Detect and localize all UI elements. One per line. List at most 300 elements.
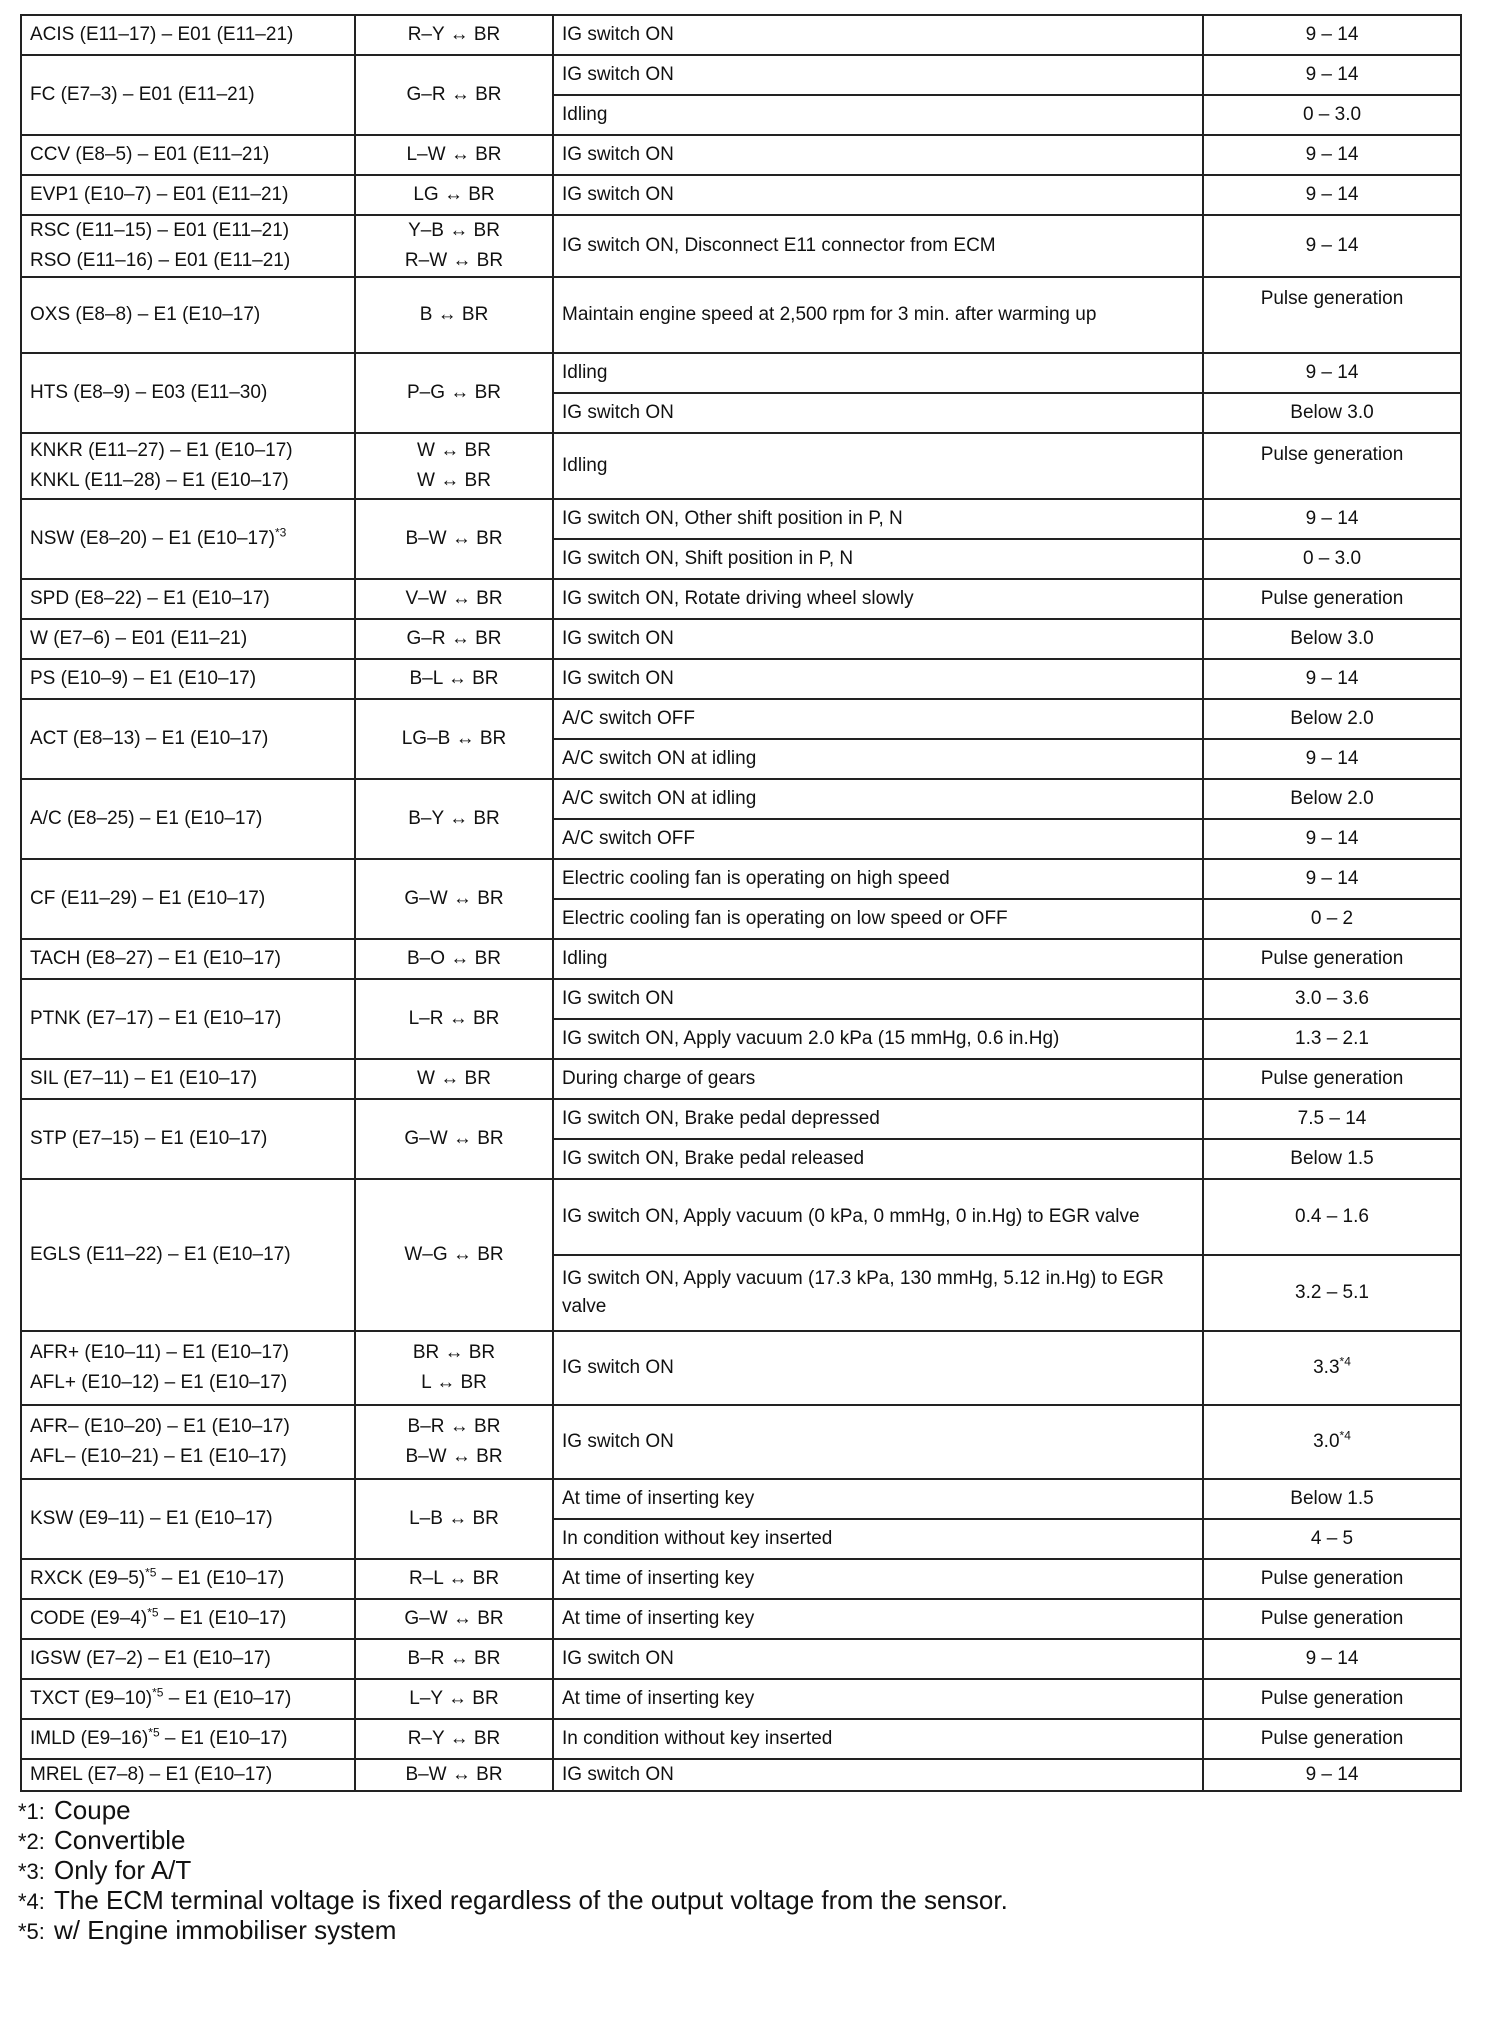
condition-text: At time of inserting key (562, 1488, 755, 1509)
terminal-voltage-sheet (20, 14, 1460, 1792)
condition-text: IG switch ON (562, 668, 674, 689)
specified-value: Below 1.5 (1290, 1488, 1374, 1509)
terminal-cell (21, 1405, 355, 1479)
specified-value: Pulse generation (1260, 1068, 1404, 1089)
specified-value: 0.4 – 1.6 (1295, 1206, 1369, 1227)
condition-text: A/C switch OFF (562, 828, 696, 849)
specified-condition-cell (1203, 579, 1461, 619)
condition-cell (553, 1559, 1203, 1599)
condition-text: IG switch ON (562, 1648, 674, 1669)
condition-text: IG switch ON, Other shift position in P, N (562, 508, 903, 529)
specified-condition-cell (1203, 1559, 1461, 1599)
wiring-color-cell (355, 15, 553, 55)
terminal-label: PTNK (E7–17) – E1 (E10–17) (30, 1008, 282, 1029)
condition-text: Idling (562, 455, 608, 476)
terminal-cell (21, 1599, 355, 1639)
specified-value: Pulse generation (1260, 588, 1404, 609)
specified-condition-cell (1203, 979, 1461, 1019)
table-row (21, 277, 1461, 353)
condition-cell (553, 659, 1203, 699)
condition-text: IG switch ON, Rotate driving wheel slowly (562, 588, 914, 609)
footnote (18, 1886, 1008, 1916)
condition-text: In condition without key inserted (562, 1528, 833, 1549)
specified-value: 9 – 14 (1305, 748, 1359, 769)
wiring-color-label: LG ↔ BR (413, 184, 495, 205)
terminal-label: ACT (E8–13) – E1 (E10–17) (30, 728, 269, 749)
specified-condition-cell (1203, 1479, 1461, 1519)
table-row (21, 659, 1461, 699)
wiring-color-label: G–W ↔ BR (404, 1128, 504, 1149)
terminal-cell (21, 433, 355, 499)
specified-condition-cell (1203, 1679, 1461, 1719)
terminal-cell (21, 15, 355, 55)
wiring-color-label: B–W ↔ BR (405, 528, 503, 549)
footnote-mark: *4 (1339, 1428, 1351, 1443)
condition-text: IG switch ON (562, 402, 674, 423)
footnote (18, 1796, 1008, 1826)
table-row (21, 939, 1461, 979)
table-row (21, 1099, 1461, 1139)
wiring-color-cell (355, 353, 553, 433)
footnote-mark: *3 (275, 525, 287, 540)
condition-cell (553, 939, 1203, 979)
specified-value: 0 – 2 (1310, 908, 1354, 929)
table-row (21, 779, 1461, 819)
wiring-color-label: B–R ↔ BR (407, 1648, 501, 1669)
specified-value: 9 – 14 (1305, 64, 1359, 85)
specified-condition-cell (1203, 819, 1461, 859)
footnote-text: The ECM terminal voltage is fixed regardless of the output voltage from the sensor. (54, 1885, 1008, 1915)
table-row (21, 55, 1461, 95)
specified-value: Below 3.0 (1290, 402, 1374, 423)
wiring-color-cell (355, 979, 553, 1059)
terminal-label: W (E7–6) – E01 (E11–21) (30, 628, 248, 649)
terminal-label: MREL (E7–8) – E1 (E10–17) (30, 1764, 273, 1785)
condition-text: IG switch ON (562, 1764, 674, 1785)
terminal-ground: – E1 (E10–17) (159, 1728, 288, 1749)
specified-condition-cell (1203, 15, 1461, 55)
specified-value: Pulse generation (1260, 1728, 1404, 1749)
terminal-cell (21, 1759, 355, 1791)
wiring-color-label: R–L ↔ BR (408, 1568, 500, 1589)
wiring-color-cell (355, 1099, 553, 1179)
specified-condition-cell (1203, 1019, 1461, 1059)
specified-condition-cell (1203, 619, 1461, 659)
specified-condition-cell (1203, 1519, 1461, 1559)
condition-cell (553, 1639, 1203, 1679)
condition-text: In condition without key inserted (562, 1728, 833, 1749)
condition-text: During charge of gears (562, 1068, 756, 1089)
condition-text: IG switch ON (562, 1357, 674, 1378)
condition-text: Electric cooling fan is operating on high speed (562, 868, 950, 889)
specified-condition-cell (1203, 1099, 1461, 1139)
condition-cell (553, 979, 1203, 1019)
terminal-label: KSW (E9–11) – E1 (E10–17) (30, 1508, 273, 1529)
specified-condition-cell (1203, 215, 1461, 277)
table-row (21, 579, 1461, 619)
terminal-label: AFR+ (E10–11) – E1 (E10–17) (30, 1342, 289, 1363)
condition-text: A/C switch ON at idling (562, 748, 757, 769)
condition-text: Idling (562, 104, 608, 125)
specified-value: 9 – 14 (1305, 1648, 1359, 1669)
specified-value: 9 – 14 (1305, 668, 1359, 689)
terminal-label: AFL– (E10–21) – E1 (E10–17) (30, 1446, 287, 1467)
specified-value: 9 – 14 (1305, 362, 1359, 383)
footnote-marker: *1: (18, 1799, 45, 1824)
condition-text: IG switch ON, Apply vacuum (17.3 kPa, 130 mmHg, 5.12 in.Hg) to EGR valve (562, 1268, 1164, 1317)
specified-condition-cell (1203, 1059, 1461, 1099)
table-row (21, 1331, 1461, 1405)
footnote-text: w/ Engine immobiliser system (54, 1915, 397, 1945)
terminal-name: CODE (E9–4) (30, 1608, 148, 1629)
specified-condition-cell (1203, 1639, 1461, 1679)
terminal-cell (21, 1179, 355, 1331)
terminal-label: RSO (E11–16) – E01 (E11–21) (30, 250, 291, 271)
wiring-color-label: Y–B ↔ BR (408, 220, 500, 241)
table-row (21, 1479, 1461, 1519)
condition-text: IG switch ON, Apply vacuum 2.0 kPa (15 mmHg, 0.6 in.Hg) (562, 1028, 1060, 1049)
condition-cell (553, 1405, 1203, 1479)
table-body (21, 15, 1461, 1791)
specified-value: Pulse generation (1260, 1568, 1404, 1589)
wiring-color-cell (355, 1059, 553, 1099)
specified-condition-cell (1203, 899, 1461, 939)
specified-value: 9 – 14 (1305, 868, 1359, 889)
terminal-cell (21, 1719, 355, 1759)
terminal-cell (21, 579, 355, 619)
wiring-color-cell (355, 499, 553, 579)
terminal-label (30, 1564, 348, 1594)
wiring-color-cell (355, 779, 553, 859)
condition-text: IG switch ON (562, 988, 674, 1009)
specified-condition-cell (1203, 699, 1461, 739)
condition-cell (553, 1479, 1203, 1519)
condition-cell (553, 739, 1203, 779)
condition-cell (553, 1179, 1203, 1255)
condition-text: At time of inserting key (562, 1608, 755, 1629)
specified-condition-cell (1203, 1599, 1461, 1639)
footnote (18, 1916, 1008, 1946)
condition-text: IG switch ON, Apply vacuum (0 kPa, 0 mmHg, 0 in.Hg) to EGR valve (562, 1206, 1140, 1227)
wiring-color-label: R–W ↔ BR (404, 250, 504, 271)
wiring-color-label: B–Y ↔ BR (408, 808, 500, 829)
wiring-color-label: R–Y ↔ BR (407, 24, 501, 45)
wiring-color-label: LG–B ↔ BR (401, 728, 507, 749)
condition-cell (553, 15, 1203, 55)
terminal-label: SPD (E8–22) – E1 (E10–17) (30, 588, 270, 609)
specified-value: 7.5 – 14 (1297, 1108, 1367, 1129)
wiring-color-cell (355, 1719, 553, 1759)
condition-cell (553, 1599, 1203, 1639)
table-row (21, 135, 1461, 175)
terminal-label: KNKR (E11–27) – E1 (E10–17) (30, 440, 293, 461)
wiring-color-label: L–R ↔ BR (408, 1008, 500, 1029)
specified-value: Below 3.0 (1290, 628, 1374, 649)
condition-cell (553, 1679, 1203, 1719)
condition-cell (553, 1759, 1203, 1791)
terminal-cell (21, 135, 355, 175)
wiring-color-cell (355, 1559, 553, 1599)
condition-text: Idling (562, 948, 608, 969)
table-row (21, 15, 1461, 55)
wiring-color-label: P–G ↔ BR (407, 382, 501, 403)
terminal-label: AFR– (E10–20) – E1 (E10–17) (30, 1416, 290, 1437)
specified-value: 9 – 14 (1305, 24, 1359, 45)
table-row (21, 1405, 1461, 1479)
table-row (21, 859, 1461, 899)
terminal-cell (21, 1331, 355, 1405)
condition-cell (553, 699, 1203, 739)
condition-cell (553, 1139, 1203, 1179)
specified-value: Pulse generation (1260, 444, 1404, 465)
wiring-color-cell (355, 619, 553, 659)
terminal-label: NSW (E8–20) – E1 $(E10-17)^{*3}$ (30, 525, 287, 549)
wiring-color-label: L–Y ↔ BR (409, 1688, 499, 1709)
condition-cell (553, 539, 1203, 579)
specified-condition-cell (1203, 175, 1461, 215)
terminal-name: RXCK (E9–5) (30, 1568, 146, 1589)
terminal-cell (21, 1479, 355, 1559)
condition-text: Electric cooling fan is operating on low speed or OFF (562, 908, 1008, 929)
wiring-color-cell (355, 1639, 553, 1679)
condition-text: At time of inserting key (562, 1688, 755, 1709)
specified-value: 1.3 – 2.1 (1295, 1028, 1369, 1049)
terminal-label: RSC (E11–15) – E01 (E11–21) (30, 220, 290, 241)
specified-condition-cell (1203, 939, 1461, 979)
specified-condition-cell (1203, 1179, 1461, 1255)
condition-text: IG switch ON, Brake pedal depressed (562, 1108, 880, 1129)
condition-cell (553, 619, 1203, 659)
terminal-cell (21, 1679, 355, 1719)
table-row (21, 1759, 1461, 1791)
condition-cell (553, 1019, 1203, 1059)
footnote-text: Coupe (54, 1795, 131, 1825)
terminal-cell (21, 699, 355, 779)
table-row (21, 1639, 1461, 1679)
wiring-color-label: B–R ↔ BR (407, 1416, 501, 1437)
condition-cell (553, 175, 1203, 215)
table-row (21, 215, 1461, 277)
specified-condition-cell (1203, 659, 1461, 699)
condition-text: IG switch ON, Brake pedal released (562, 1148, 865, 1169)
condition-cell (553, 215, 1203, 277)
table-row (21, 1599, 1461, 1639)
wiring-color-label: W ↔ BR (417, 470, 491, 491)
footnote-marker: *3: (18, 1859, 45, 1884)
terminal-cell (21, 499, 355, 579)
terminal-label: IGSW (E7–2) – E1 (E10–17) (30, 1648, 271, 1669)
condition-cell (553, 779, 1203, 819)
table-row (21, 1179, 1461, 1255)
terminal-ground: – E1 (E10–17) (156, 1568, 285, 1589)
condition-text: Maintain engine speed at 2,500 rpm for 3 min. after warming up (562, 304, 1097, 325)
table-row (21, 1679, 1461, 1719)
table-row (21, 1719, 1461, 1759)
footnote-marker: *5: (18, 1919, 45, 1944)
specified-condition-cell (1203, 859, 1461, 899)
terminal-cell (21, 55, 355, 135)
wiring-color-label: G–W ↔ BR (404, 888, 504, 909)
wiring-color-cell (355, 215, 553, 277)
wiring-color-label: B–L ↔ BR (409, 668, 499, 689)
condition-text: IG switch ON (562, 184, 674, 205)
condition-text: IG switch ON (562, 24, 674, 45)
footnote-mark: *4 (1339, 1354, 1351, 1369)
wiring-color-cell (355, 433, 553, 499)
specified-condition-cell (1203, 1255, 1461, 1331)
condition-cell (553, 1519, 1203, 1559)
specified-value: Below 1.5 (1290, 1148, 1374, 1169)
specified-value: 0 – 3.0 (1302, 104, 1362, 125)
wiring-color-cell (355, 579, 553, 619)
terminal-label: CCV (E8–5) – E01 (E11–21) (30, 144, 270, 165)
condition-cell (553, 1255, 1203, 1331)
condition-cell (553, 1331, 1203, 1405)
footnote-mark: *5 (148, 1725, 160, 1740)
footnote-marker: *2: (18, 1829, 45, 1854)
condition-cell (553, 55, 1203, 95)
terminal-label: KNKL (E11–28) – E1 (E10–17) (30, 470, 289, 491)
terminal-cell (21, 175, 355, 215)
table-row (21, 619, 1461, 659)
condition-cell (553, 1059, 1203, 1099)
specified-condition-cell (1203, 1759, 1461, 1791)
terminal-label: PS (E10–9) – E1 (E10–17) (30, 668, 257, 689)
wiring-color-label: B ↔ BR (419, 304, 489, 325)
terminal-label (30, 1724, 348, 1754)
footnote-text: Only for A/T (54, 1855, 192, 1885)
table-row (21, 699, 1461, 739)
wiring-color-label: W ↔ BR (417, 1068, 491, 1089)
specified-value: 3.3 (1313, 1357, 1340, 1378)
wiring-color-cell (355, 699, 553, 779)
specified-value: Below 2.0 (1290, 788, 1374, 809)
wiring-color-label: G–R ↔ BR (406, 628, 502, 649)
condition-cell (553, 433, 1203, 499)
specified-condition-cell (1203, 1331, 1461, 1405)
wiring-color-cell (355, 659, 553, 699)
condition-text: IG switch ON (562, 64, 674, 85)
specified-value: Pulse generation (1260, 1608, 1404, 1629)
wiring-color-cell (355, 1179, 553, 1331)
wiring-color-cell (355, 1679, 553, 1719)
condition-cell (553, 135, 1203, 175)
specified-condition-cell (1203, 277, 1461, 353)
terminal-cell (21, 859, 355, 939)
wiring-color-label: R–Y ↔ BR (407, 1728, 501, 1749)
condition-cell (553, 1719, 1203, 1759)
condition-text: At time of inserting key (562, 1568, 755, 1589)
terminal-label: CF (E11–29) – E1 (E10–17) (30, 888, 266, 909)
specified-condition-cell (1203, 499, 1461, 539)
table-row (21, 175, 1461, 215)
footnote (18, 1826, 1008, 1856)
wiring-color-cell (355, 175, 553, 215)
terminal-ground: – E1 (E10–17) (163, 1688, 292, 1709)
specified-value: 9 – 14 (1305, 144, 1359, 165)
wiring-color-cell (355, 55, 553, 135)
footnote-text: Convertible (54, 1825, 186, 1855)
terminal-label: HTS (E8–9) – E03 (E11–30) (30, 382, 268, 403)
footnote-mark: *5 (147, 1605, 159, 1620)
condition-text: IG switch ON (562, 628, 674, 649)
wiring-color-label: L–B ↔ BR (409, 1508, 499, 1529)
wiring-color-cell (355, 1331, 553, 1405)
wiring-color-label: B–W ↔ BR (405, 1764, 503, 1785)
terminal-cell (21, 215, 355, 277)
terminal-cell (21, 979, 355, 1059)
specified-value: Below 2.0 (1290, 708, 1374, 729)
specified-value: 3.2 – 5.1 (1295, 1282, 1369, 1303)
terminal-cell (21, 619, 355, 659)
wiring-color-cell (355, 1405, 553, 1479)
terminal-label: A/C (E8–25) – E1 (E10–17) (30, 808, 263, 829)
specified-condition-cell (1203, 55, 1461, 95)
specified-condition-cell (1203, 353, 1461, 393)
wiring-color-label: L ↔ BR (421, 1372, 487, 1393)
condition-cell (553, 819, 1203, 859)
wiring-color-cell (355, 939, 553, 979)
terminal-label: FC (E7–3) – E01 (E11–21) (30, 84, 255, 105)
footnotes (18, 1796, 1008, 1946)
wiring-color-label: BR ↔ BR (412, 1342, 496, 1363)
wiring-color-label: W–G ↔ BR (404, 1244, 504, 1265)
condition-text: IG switch ON (562, 144, 674, 165)
specified-condition-cell (1203, 539, 1461, 579)
footnote-mark: *5 (145, 1565, 157, 1580)
specified-value: Pulse generation (1260, 1688, 1404, 1709)
condition-text: IG switch ON, Disconnect E11 connector from ECM (562, 235, 996, 256)
wiring-color-cell (355, 135, 553, 175)
terminal-label: TACH (E8–27) – E1 (E10–17) (30, 948, 281, 969)
specified-value: 4 – 5 (1310, 1528, 1354, 1549)
condition-cell (553, 899, 1203, 939)
condition-text: A/C switch ON at idling (562, 788, 757, 809)
terminal-label (30, 1604, 348, 1634)
specified-value: 9 – 14 (1305, 508, 1359, 529)
wiring-color-label: G–W ↔ BR (404, 1608, 504, 1629)
condition-cell (553, 1099, 1203, 1139)
terminal-name: TXCT (E9–10) (30, 1688, 153, 1709)
terminal-cell (21, 1639, 355, 1679)
terminal-cell (21, 1559, 355, 1599)
terminal-cell (21, 939, 355, 979)
table-row (21, 1559, 1461, 1599)
table-row (21, 353, 1461, 393)
terminal-label: EVP1 (E10–7) – E01 (E11–21) (30, 184, 289, 205)
specified-condition-cell (1203, 779, 1461, 819)
terminal-name: IMLD (E9–16) (30, 1728, 149, 1749)
specified-value: 9 – 14 (1305, 1764, 1359, 1785)
wiring-color-label: V–W ↔ BR (405, 588, 503, 609)
table-row (21, 433, 1461, 499)
terminal-label: EGLS (E11–22) – E1 (E10–17) (30, 1244, 291, 1265)
condition-cell (553, 353, 1203, 393)
footnote-marker: *4: (18, 1889, 45, 1914)
specified-value: 9 – 14 (1305, 828, 1359, 849)
specified-condition-cell (1203, 433, 1461, 499)
specified-value: 3.0 – 3.6 (1295, 988, 1369, 1009)
wiring-color-label: G–R ↔ BR (406, 84, 502, 105)
specified-condition-cell (1203, 739, 1461, 779)
terminal-label: AFL+ (E10–12) – E1 (E10–17) (30, 1372, 288, 1393)
condition-cell (553, 859, 1203, 899)
ecm-terminal-table (20, 14, 1462, 1792)
specified-condition-cell (1203, 95, 1461, 135)
condition-cell (553, 277, 1203, 353)
condition-cell (553, 95, 1203, 135)
specified-condition-cell (1203, 1139, 1461, 1179)
